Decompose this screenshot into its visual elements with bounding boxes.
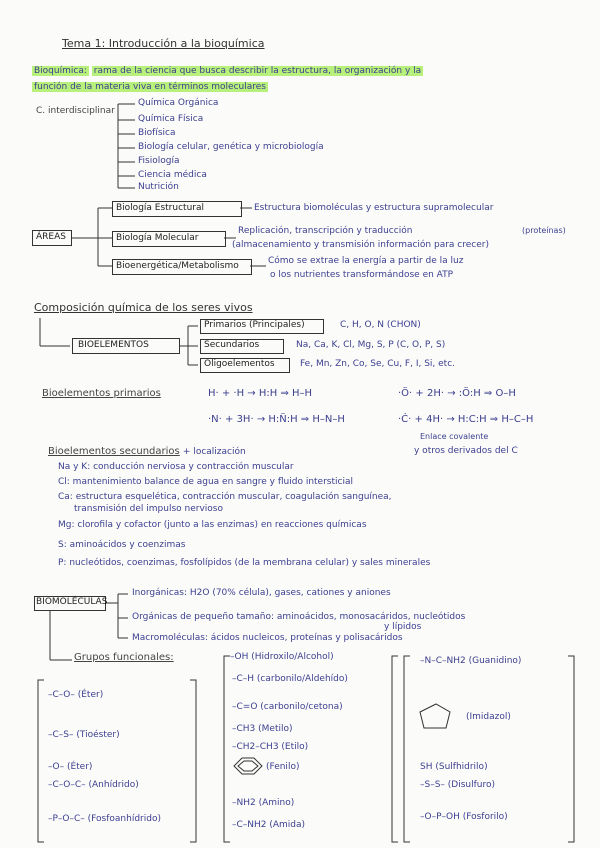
secundarios-heading bbox=[48, 446, 246, 458]
secundario-item: S: aminoácidos y coenzimas bbox=[58, 540, 186, 550]
page-title: Tema 1: Introducción a la bioquímica bbox=[62, 37, 265, 50]
interdisciplinar-item: Biología celular, genética y microbiología bbox=[138, 142, 324, 152]
secundario-item: transmisión del impulso nervioso bbox=[74, 504, 223, 514]
secundario-item: Cl: mantenimiento balance de agua en sangre y fluido intersticial bbox=[58, 477, 353, 487]
derivados-note: y otros derivados del C bbox=[414, 446, 518, 456]
biomolecula-row: Orgánicas de pequeño tamaño: aminoácidos, monosacáridos, nucleótidos bbox=[132, 612, 466, 622]
bioelemento-name: Primarios (Principales) bbox=[204, 320, 305, 330]
interdisciplinar-item: Fisiología bbox=[138, 156, 180, 166]
grupo-right: (Imidazol) bbox=[466, 712, 511, 722]
grupo-left: –C–O–C– (Anhídrido) bbox=[48, 780, 139, 790]
bioelemento-desc: Na, Ca, K, Cl, Mg, S, P (C, O, P, S) bbox=[296, 340, 446, 350]
area-desc: o los nutrientes transformándose en ATP bbox=[270, 270, 454, 280]
grupo-right: –N–C–NH2 (Guanidino) bbox=[420, 656, 522, 666]
grupo-left: –P–O–C– (Fosfoanhídrido) bbox=[48, 814, 161, 824]
formula-h2: H· + ·H → H:H ⇒ H–H bbox=[208, 388, 313, 399]
grupo-right: –S–S– (Disulfuro) bbox=[420, 780, 496, 790]
primarios-title: Bioelementos primarios bbox=[42, 388, 161, 399]
area-desc: Cómo se extrae la energía a partir de la luz bbox=[268, 256, 464, 266]
composicion-title: Composición química de los seres vivos bbox=[34, 301, 253, 314]
interdisciplinar-item: Química Orgánica bbox=[138, 98, 219, 108]
grupos-title: Grupos funcionales: bbox=[74, 652, 174, 663]
grupo-middle: –NH2 (Amino) bbox=[232, 798, 295, 808]
biomolecula-row: y lípidos bbox=[384, 622, 422, 632]
bioelemento-name: Secundarios bbox=[204, 340, 260, 350]
secundario-item: P: nucleótidos, coenzimas, fosfolípidos (de la membrana celular) y sales minerales bbox=[58, 558, 431, 568]
grupo-left: –O– (Éter) bbox=[48, 762, 93, 772]
grupo-middle: –CH2–CH3 (Etilo) bbox=[232, 742, 309, 752]
enlace-note: Enlace covalente bbox=[420, 432, 489, 441]
definition-line-1 bbox=[32, 66, 423, 76]
area-name: Bioenergética/Metabolismo bbox=[116, 261, 239, 271]
secundarios-suffix: + localización bbox=[182, 447, 246, 457]
areas-label: ÁREAS bbox=[36, 232, 66, 242]
grupo-left: –C–S– (Tioéster) bbox=[48, 730, 120, 740]
grupo-middle: –C–H (carbonilo/Aldehído) bbox=[232, 674, 348, 684]
secundarios-title: Bioelementos secundarios bbox=[48, 446, 180, 457]
grupo-middle: –C=O (carbonilo/cetona) bbox=[232, 702, 343, 712]
grupo-right: –O–P–OH (Fosforilo) bbox=[420, 812, 508, 822]
area-desc: Replicación, transcripción y traducción bbox=[238, 226, 413, 236]
secundario-item: Na y K: conducción nerviosa y contracción muscular bbox=[58, 462, 294, 472]
definition-line-2 bbox=[32, 82, 268, 92]
grupo-middle: –CH3 (Metilo) bbox=[232, 724, 293, 734]
definition-term: Bioquímica: bbox=[34, 66, 87, 76]
formula-h2o: ·Ö· + 2H· → :Ö:H ⇒ O–H bbox=[398, 388, 516, 399]
secundario-item: Ca: estructura esquelética, contracción muscular, coagulación sanguínea, bbox=[58, 492, 392, 502]
formula-ch4: ·Ċ· + 4H· → H:C:H ⇒ H–C–H bbox=[398, 414, 534, 425]
secundario-item: Mg: clorofila y cofactor (junto a las enzimas) en reacciones químicas bbox=[58, 520, 367, 530]
interdisciplinar-item: Química Física bbox=[138, 114, 204, 124]
grupo-middle: –C–NH2 (Amida) bbox=[232, 820, 306, 830]
area-note: (proteínas) bbox=[522, 226, 566, 235]
bioelementos-label: BIOELEMENTOS bbox=[78, 340, 149, 350]
formula-nh3: ·N· + 3H· → H:N̈:H ⇒ H–N–H bbox=[208, 414, 345, 425]
interdisciplinar-label: C. interdisciplinar bbox=[36, 106, 115, 116]
biomolecula-row: Inorgánicas: H2O (70% célula), gases, cationes y aniones bbox=[132, 588, 391, 598]
definition-text-2: función de la materia viva en términos moleculares bbox=[34, 82, 266, 92]
interdisciplinar-item: Ciencia médica bbox=[138, 170, 207, 180]
bioelemento-name: Oligoelementos bbox=[204, 359, 275, 369]
bioelemento-desc: C, H, O, N (CHON) bbox=[340, 320, 421, 330]
area-name: Biología Estructural bbox=[116, 203, 204, 213]
area-name: Biología Molecular bbox=[116, 233, 199, 243]
area-desc: Estructura biomoléculas y estructura supramolecular bbox=[254, 203, 494, 213]
grupo-right: SH (Sulfhidrilo) bbox=[420, 762, 488, 772]
biomoleculas-label: BIOMOLÉCULAS bbox=[36, 597, 108, 607]
bioelemento-desc: Fe, Mn, Zn, Co, Se, Cu, F, I, Si, etc. bbox=[300, 359, 456, 369]
grupo-left: –C–O– (Éter) bbox=[48, 690, 104, 700]
area-desc: (almacenamiento y transmisión información para crecer) bbox=[232, 240, 489, 250]
grupo-middle: –OH (Hidroxilo/Alcohol) bbox=[230, 652, 334, 662]
biomolecula-row: Macromoléculas: ácidos nucleicos, proteínas y polisacáridos bbox=[132, 633, 403, 643]
interdisciplinar-item: Nutrición bbox=[138, 182, 179, 192]
definition-text-1: rama de la ciencia que busca describir la estructura, la organización y la bbox=[93, 66, 422, 76]
interdisciplinar-item: Biofísica bbox=[138, 128, 176, 138]
grupo-middle: (Fenilo) bbox=[266, 762, 300, 772]
